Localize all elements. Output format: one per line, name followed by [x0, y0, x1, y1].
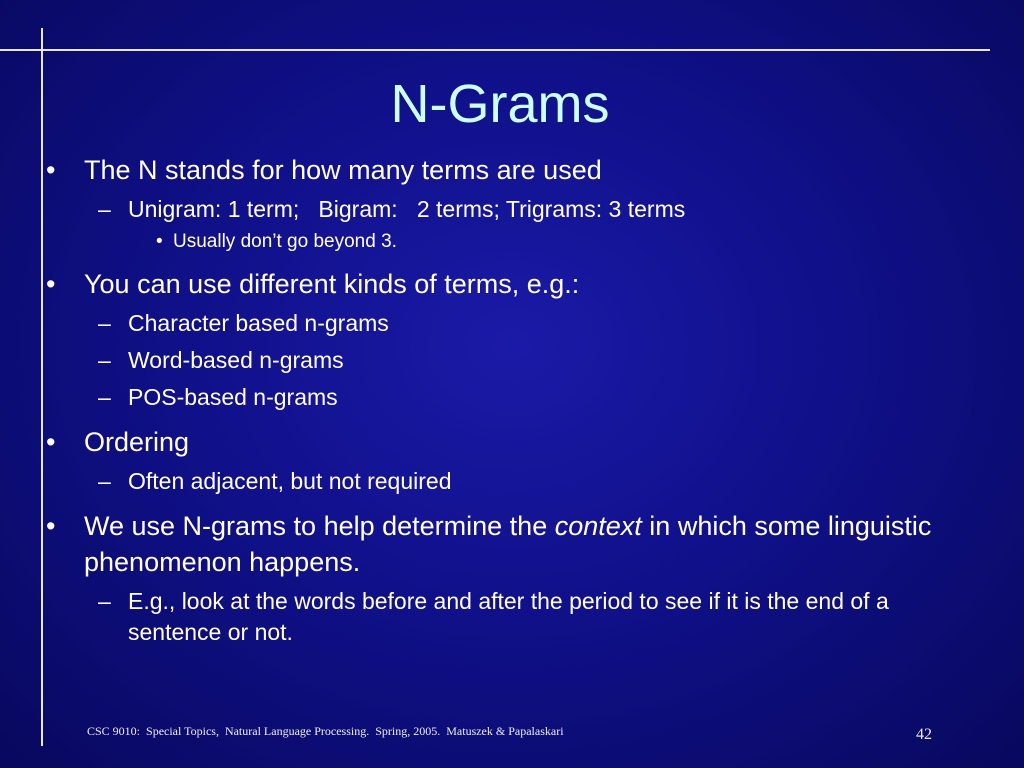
- sub-bullet-item: [46, 466, 976, 497]
- sub-bullet-text: Often adjacent, but not required: [128, 468, 452, 494]
- dash-marker: –: [98, 384, 111, 410]
- bullet-text: Ordering: [84, 427, 190, 457]
- dash-marker: –: [98, 347, 111, 373]
- bullet-marker: •: [46, 269, 56, 299]
- slide-title: N-Grams: [390, 74, 610, 134]
- slide-footer: CSC 9010: Special Topics, Natural Language Processing. Spring, 2005. Matuszek & Papalaskari: [87, 724, 564, 738]
- sub-bullet-text: E.g., look at the words before and after the period to see if it is the end of a sentence or not.: [128, 588, 889, 645]
- dash-marker: –: [98, 468, 111, 494]
- sub-bullet-item: [46, 194, 976, 225]
- sub-bullet-text: POS-based n-grams: [128, 384, 338, 410]
- sub-sub-bullet-text: Usually don’t go beyond 3.: [173, 231, 397, 252]
- bullet-marker: •: [46, 511, 56, 541]
- page-number: 42: [916, 726, 932, 743]
- sub-bullet-item: [46, 308, 976, 339]
- slide-body: [46, 148, 976, 648]
- dash-marker: –: [98, 588, 111, 614]
- bullet-item: [46, 424, 976, 460]
- bullet-text: You can use different kinds of terms, e.g.:: [84, 269, 580, 299]
- vertical-rule: [41, 28, 43, 746]
- bullet-item: [46, 266, 976, 302]
- bullet-text-after: in which some linguistic phenomenon happens.: [84, 511, 932, 577]
- sub-bullet-text: Character based n-grams: [128, 310, 389, 336]
- bullet-item: [46, 152, 976, 188]
- horizontal-rule: [0, 49, 990, 51]
- bullet-text: The N stands for how many terms are used: [84, 155, 602, 185]
- bullet-marker: •: [46, 155, 56, 185]
- dash-marker: –: [98, 196, 111, 222]
- bullet-marker: •: [156, 231, 163, 252]
- sub-bullet-text: Word-based n-grams: [128, 347, 344, 373]
- bullet-text-emphasis: context: [554, 511, 642, 541]
- sub-bullet-text: Unigram: 1 term; Bigram: 2 terms; Trigrams: 3 terms: [128, 196, 686, 222]
- sub-sub-bullet-item: [46, 229, 976, 255]
- sub-bullet-item: [46, 586, 976, 648]
- bullet-item: [46, 508, 976, 580]
- sub-bullet-item: [46, 382, 976, 413]
- sub-bullet-item: [46, 345, 976, 376]
- bullet-marker: •: [46, 427, 56, 457]
- bullet-text-before: We use N-grams to help determine the: [84, 511, 555, 541]
- dash-marker: –: [98, 310, 111, 336]
